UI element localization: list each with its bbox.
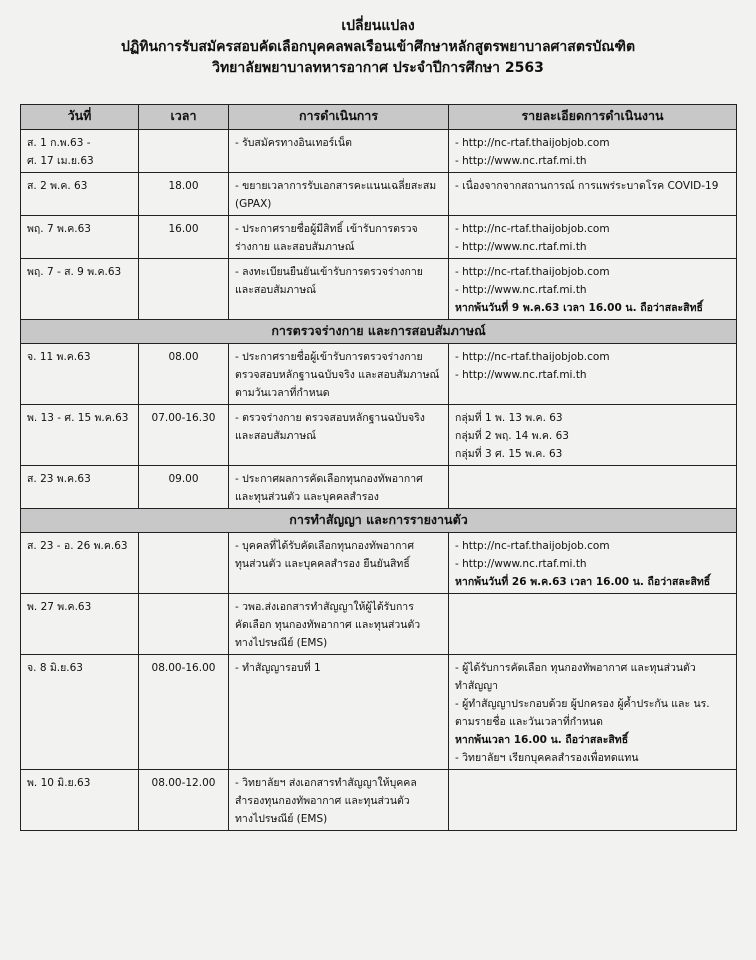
table-row bbox=[21, 216, 737, 259]
date-line: พฤ. 7 - ส. 9 พ.ค.63 bbox=[27, 266, 122, 278]
action-line: ทางไปรษณีย์ (EMS) bbox=[235, 813, 328, 825]
column-header-action: การดำเนินการ bbox=[229, 105, 449, 130]
detail-line: ตามรายชื่อ และวันเวลาที่กำหนด bbox=[455, 716, 603, 728]
action-line: - วิทยาลัยฯ ส่งเอกสารทำสัญญาให้บุคคล bbox=[235, 777, 417, 789]
date-cell bbox=[21, 344, 139, 405]
time-cell: 08.00-16.00 bbox=[139, 655, 229, 770]
date-cell bbox=[21, 405, 139, 466]
date-cell bbox=[21, 130, 139, 173]
action-line: - ตรวจร่างกาย ตรวจสอบหลักฐานฉบับจริง bbox=[235, 412, 425, 424]
detail-line: กลุ่มที่ 2 พฤ. 14 พ.ค. 63 bbox=[455, 430, 569, 442]
time-cell bbox=[139, 130, 229, 173]
action-cell bbox=[229, 655, 449, 770]
detail-line: - http://www.nc.rtaf.mi.th bbox=[455, 284, 587, 296]
date-cell bbox=[21, 216, 139, 259]
table-row bbox=[21, 466, 737, 509]
details-cell bbox=[449, 405, 737, 466]
detail-line: - ผู้ทำสัญญาประกอบด้วย ผู้ปกครอง ผู้ค้ำประกัน และ นร. bbox=[455, 698, 710, 710]
time-cell bbox=[139, 594, 229, 655]
time-cell: 08.00-12.00 bbox=[139, 770, 229, 831]
section-heading: การตรวจร่างกาย และการสอบสัมภาษณ์ bbox=[21, 320, 737, 344]
action-line: ทางไปรษณีย์ (EMS) bbox=[235, 637, 328, 649]
table-row bbox=[21, 130, 737, 173]
action-line: - ขยายเวลาการรับเอกสารคะแนนเฉลี่ยสะสม bbox=[235, 180, 437, 192]
action-line: และสอบสัมภาษณ์ bbox=[235, 284, 317, 296]
section-heading: การทำสัญญา และการรายงานตัว bbox=[21, 509, 737, 533]
title-line-3: วิทยาลัยพยาบาลทหารอากาศ ประจำปีการศึกษา 2563 bbox=[212, 60, 544, 76]
time-cell bbox=[139, 533, 229, 594]
date-line: จ. 11 พ.ค.63 bbox=[27, 351, 91, 363]
action-line: ตรวจสอบหลักฐานฉบับจริง และสอบสัมภาษณ์ bbox=[235, 369, 440, 381]
details-cell bbox=[449, 655, 737, 770]
action-cell bbox=[229, 173, 449, 216]
title-line-2: ปฏิทินการรับสมัครสอบคัดเลือกบุคคลพลเรือนเข้าศึกษาหลักสูตรพยาบาลศาสตรบัณฑิต bbox=[120, 39, 636, 55]
action-cell bbox=[229, 130, 449, 173]
detail-line: กลุ่มที่ 3 ศ. 15 พ.ค. 63 bbox=[455, 448, 563, 460]
action-line: และสอบสัมภาษณ์ bbox=[235, 430, 317, 442]
deadline-note: หากพ้นวันที่ 26 พ.ค.63 เวลา 16.00 น. ถือว่าสละสิทธิ์ bbox=[455, 576, 711, 588]
date-cell bbox=[21, 594, 139, 655]
action-line: ทุนส่วนตัว และบุคคลสำรอง ยืนยันสิทธิ์ bbox=[235, 558, 410, 570]
action-line: สำรองทุนกองทัพอากาศ และทุนส่วนตัว bbox=[235, 795, 410, 807]
details-cell bbox=[449, 594, 737, 655]
detail-line: - วิทยาลัยฯ เรียกบุคคลสำรองเพื่อทดแทน bbox=[455, 752, 639, 764]
table-row bbox=[21, 594, 737, 655]
detail-line: - http://nc-rtaf.thaijobjob.com bbox=[455, 137, 610, 149]
date-line: พฤ. 7 พ.ค.63 bbox=[27, 223, 91, 235]
column-header-time: เวลา bbox=[139, 105, 229, 130]
action-line: - ประกาศผลการคัดเลือกทุนกองทัพอากาศ bbox=[235, 473, 423, 485]
action-line: (GPAX) bbox=[235, 198, 272, 210]
details-cell bbox=[449, 344, 737, 405]
action-cell bbox=[229, 344, 449, 405]
time-cell: 16.00 bbox=[139, 216, 229, 259]
table-row bbox=[21, 533, 737, 594]
action-cell bbox=[229, 594, 449, 655]
action-cell bbox=[229, 466, 449, 509]
detail-line: - http://www.nc.rtaf.mi.th bbox=[455, 558, 587, 570]
date-line: พ. 13 - ศ. 15 พ.ค.63 bbox=[27, 412, 129, 424]
details-cell bbox=[449, 533, 737, 594]
date-cell bbox=[21, 259, 139, 320]
detail-line: - เนื่องจากจากสถานการณ์ การแพร่ระบาดโรค COVID-19 bbox=[455, 180, 719, 192]
detail-line: กลุ่มที่ 1 พ. 13 พ.ค. 63 bbox=[455, 412, 563, 424]
action-line: ร่างกาย และสอบสัมภาษณ์ bbox=[235, 241, 355, 253]
date-line: จ. 8 มิ.ย.63 bbox=[27, 662, 83, 674]
action-line: - รับสมัครทางอินเทอร์เน็ต bbox=[235, 137, 352, 149]
detail-line: - http://www.nc.rtaf.mi.th bbox=[455, 369, 587, 381]
section-row bbox=[21, 509, 737, 533]
schedule-table bbox=[20, 104, 737, 831]
detail-line: - http://nc-rtaf.thaijobjob.com bbox=[455, 223, 610, 235]
detail-line: - http://www.nc.rtaf.mi.th bbox=[455, 155, 587, 167]
details-cell bbox=[449, 130, 737, 173]
time-cell: 07.00-16.30 bbox=[139, 405, 229, 466]
table-row bbox=[21, 173, 737, 216]
detail-line: - http://nc-rtaf.thaijobjob.com bbox=[455, 540, 610, 552]
action-cell bbox=[229, 533, 449, 594]
action-cell bbox=[229, 770, 449, 831]
date-line: ส. 1 ก.พ.63 - bbox=[27, 137, 91, 149]
date-cell bbox=[21, 173, 139, 216]
detail-line: - http://www.nc.rtaf.mi.th bbox=[455, 241, 587, 253]
details-cell bbox=[449, 216, 737, 259]
action-line: - วพอ.ส่งเอกสารทำสัญญาให้ผู้ได้รับการ bbox=[235, 601, 414, 613]
action-line: และทุนส่วนตัว และบุคคลสำรอง bbox=[235, 491, 379, 503]
deadline-note: หากพ้นวันที่ 9 พ.ค.63 เวลา 16.00 น. ถือว่าสละสิทธิ์ bbox=[455, 302, 703, 314]
detail-line: ทำสัญญา bbox=[455, 680, 499, 692]
section-row bbox=[21, 320, 737, 344]
date-cell bbox=[21, 655, 139, 770]
time-cell: 09.00 bbox=[139, 466, 229, 509]
details-cell bbox=[449, 770, 737, 831]
column-header-details: รายละเอียดการดำเนินงาน bbox=[449, 105, 737, 130]
schedule-body bbox=[21, 130, 737, 831]
action-line: - ประกาศรายชื่อผู้มีสิทธิ์ เข้ารับการตรวจ bbox=[235, 223, 418, 235]
date-line: พ. 27 พ.ค.63 bbox=[27, 601, 92, 613]
action-line: คัดเลือก ทุนกองทัพอากาศ และทุนส่วนตัว bbox=[235, 619, 421, 631]
detail-line: - http://nc-rtaf.thaijobjob.com bbox=[455, 351, 610, 363]
column-header-date: วันที่ bbox=[21, 105, 139, 130]
time-cell: 18.00 bbox=[139, 173, 229, 216]
details-cell bbox=[449, 173, 737, 216]
details-cell bbox=[449, 259, 737, 320]
action-cell bbox=[229, 259, 449, 320]
detail-line: - http://nc-rtaf.thaijobjob.com bbox=[455, 266, 610, 278]
time-cell: 08.00 bbox=[139, 344, 229, 405]
action-line: - ทำสัญญารอบที่ 1 bbox=[235, 662, 321, 674]
table-header-row bbox=[21, 105, 737, 130]
action-cell bbox=[229, 405, 449, 466]
document-header bbox=[0, 16, 756, 79]
date-line: พ. 10 มิ.ย.63 bbox=[27, 777, 91, 789]
table-row bbox=[21, 344, 737, 405]
table-row bbox=[21, 405, 737, 466]
time-cell bbox=[139, 259, 229, 320]
action-line: - ลงทะเบียนยืนยันเข้ารับการตรวจร่างกาย bbox=[235, 266, 423, 278]
table-row bbox=[21, 770, 737, 831]
action-line: - บุคคลที่ได้รับคัดเลือกทุนกองทัพอากาศ bbox=[235, 540, 414, 552]
action-line: ตามวันเวลาที่กำหนด bbox=[235, 387, 330, 399]
title-line-1: เปลี่ยนแปลง bbox=[341, 18, 415, 34]
detail-line: - ผู้ได้รับการคัดเลือก ทุนกองทัพอากาศ และทุนส่วนตัว bbox=[455, 662, 696, 674]
action-cell bbox=[229, 216, 449, 259]
date-cell bbox=[21, 466, 139, 509]
date-cell bbox=[21, 533, 139, 594]
date-line: ส. 23 - อ. 26 พ.ค.63 bbox=[27, 540, 128, 552]
details-cell bbox=[449, 466, 737, 509]
date-line: ส. 2 พ.ค. 63 bbox=[27, 180, 88, 192]
date-line: ส. 23 พ.ค.63 bbox=[27, 473, 91, 485]
date-cell bbox=[21, 770, 139, 831]
action-line: - ประกาศรายชื่อผู้เข้ารับการตรวจร่างกาย bbox=[235, 351, 423, 363]
table-row bbox=[21, 259, 737, 320]
deadline-note: หากพ้นเวลา 16.00 น. ถือว่าสละสิทธิ์ bbox=[455, 734, 629, 746]
table-row bbox=[21, 655, 737, 770]
date-line: ศ. 17 เม.ย.63 bbox=[27, 155, 94, 167]
